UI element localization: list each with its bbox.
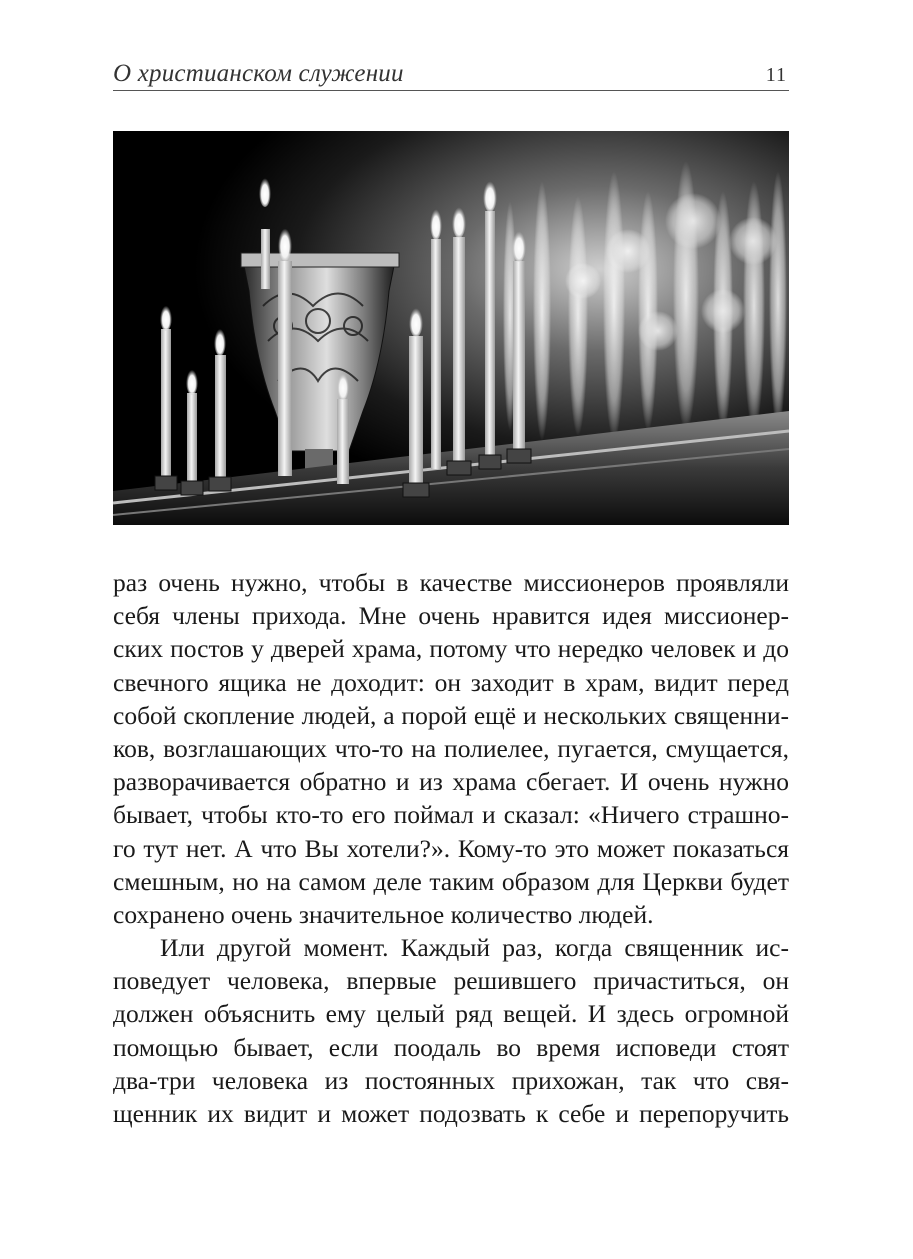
text-line: свечного ящика не доходит: он заходит в храм, видит перед — [113, 667, 789, 697]
text-line: ских постов у дверей храма, потому что нередко человек и до — [113, 634, 789, 664]
text-line: ков, возглашающих что-то на полиелее, пугается, смущается, — [113, 733, 789, 763]
text-line: Или другой момент. Каждый раз, когда священник ис- — [160, 933, 789, 963]
text-line: собой скопление людей, а порой ещё и нескольких священни- — [113, 700, 789, 730]
page-number: 11 — [765, 64, 787, 86]
text-line: два-три человека из постоянных прихожан, так что свя- — [113, 1065, 789, 1095]
text-line: помощью бывает, если поодаль во время исповеди стоят — [113, 1032, 789, 1062]
running-header — [113, 62, 789, 91]
body-text — [113, 566, 789, 1130]
text-line: го тут нет. А что Вы хотели?». Кому-то это может показаться — [113, 833, 789, 863]
text-line: раз очень нужно, чтобы в качестве миссионеров проявляли — [113, 568, 789, 597]
text-line: поведует человека, впервые решившего причаститься, он — [113, 966, 789, 996]
text-line: бывает, чтобы кто-то его поймал и сказал: «Ничего страшно- — [113, 800, 789, 830]
text-line: щенник их видит и может подозвать к себе и перепоручить — [113, 1099, 789, 1128]
running-title: О христианском служении — [113, 60, 404, 87]
text-line: себя члены прихода. Мне очень нравится идея миссионер- — [113, 601, 789, 631]
text-line: должен объяснить ему целый ряд вещей. И здесь огромной — [113, 999, 789, 1029]
text-line: разворачивается обратно и из храма сбегает. И очень нужно — [113, 767, 789, 797]
paragraph-2 — [113, 931, 789, 1130]
text-line: смешным, но на самом деле таким образом для Церкви будет — [113, 866, 789, 896]
candles-photo — [113, 131, 789, 525]
paragraph-1 — [113, 566, 789, 931]
text-line: сохранено очень значительное количество людей. — [113, 899, 654, 929]
